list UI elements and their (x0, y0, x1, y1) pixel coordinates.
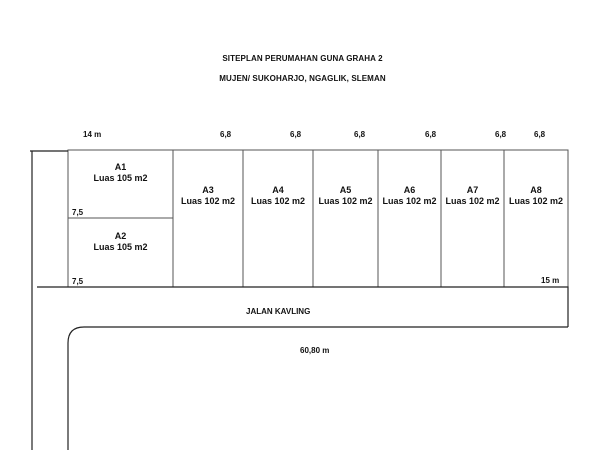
lot-a1 (68, 162, 173, 184)
dimension-width-a5: 6,8 (354, 130, 366, 139)
dimension-left-lower: 7,5 (72, 277, 84, 286)
lot-a2 (68, 231, 173, 253)
dimension-width-a6: 6,8 (425, 130, 437, 139)
lot-id: A3 (202, 185, 214, 195)
lot-id: A2 (114, 231, 127, 241)
lot-id: A1 (114, 162, 127, 172)
lot-a6 (378, 185, 441, 207)
lot-area: Luas 102 m2 (382, 196, 437, 206)
dimension-top-left: 14 m (83, 130, 102, 139)
lot-area: Luas 102 m2 (445, 196, 500, 206)
dimension-width-a8: 6,8 (534, 130, 546, 139)
dimension-width-a3: 6,8 (220, 130, 232, 139)
dimension-width-a7: 6,8 (495, 130, 507, 139)
lot-id: A8 (530, 185, 542, 195)
dimension-total-length: 60,80 m (300, 346, 330, 355)
lot-id: A4 (272, 185, 284, 195)
lot-a8 (504, 185, 568, 207)
lot-area: Luas 105 m2 (93, 242, 148, 252)
lot-a4 (243, 185, 313, 207)
lot-id: A7 (466, 185, 479, 195)
site-plan-location: MUJEN/ SUKOHARJO, NGAGLIK, SLEMAN (219, 74, 386, 83)
lot-id: A6 (403, 185, 416, 195)
road-label: JALAN KAVLING (246, 307, 311, 316)
dimension-left-upper: 7,5 (72, 208, 84, 217)
lot-area: Luas 102 m2 (508, 196, 564, 206)
lot-area: Luas 105 m2 (93, 173, 148, 183)
lot-a7 (441, 185, 504, 207)
dimension-width-a4: 6,8 (290, 130, 302, 139)
lot-area: Luas 102 m2 (180, 196, 236, 206)
dimension-right-depth: 15 m (541, 276, 560, 285)
lot-id: A5 (339, 185, 352, 195)
lot-area: Luas 102 m2 (318, 196, 373, 206)
lot-a3 (173, 185, 243, 207)
site-plan-title: SITEPLAN PERUMAHAN GUNA GRAHA 2 (222, 54, 383, 63)
lot-area: Luas 102 m2 (250, 196, 306, 206)
lot-a5 (313, 185, 378, 207)
